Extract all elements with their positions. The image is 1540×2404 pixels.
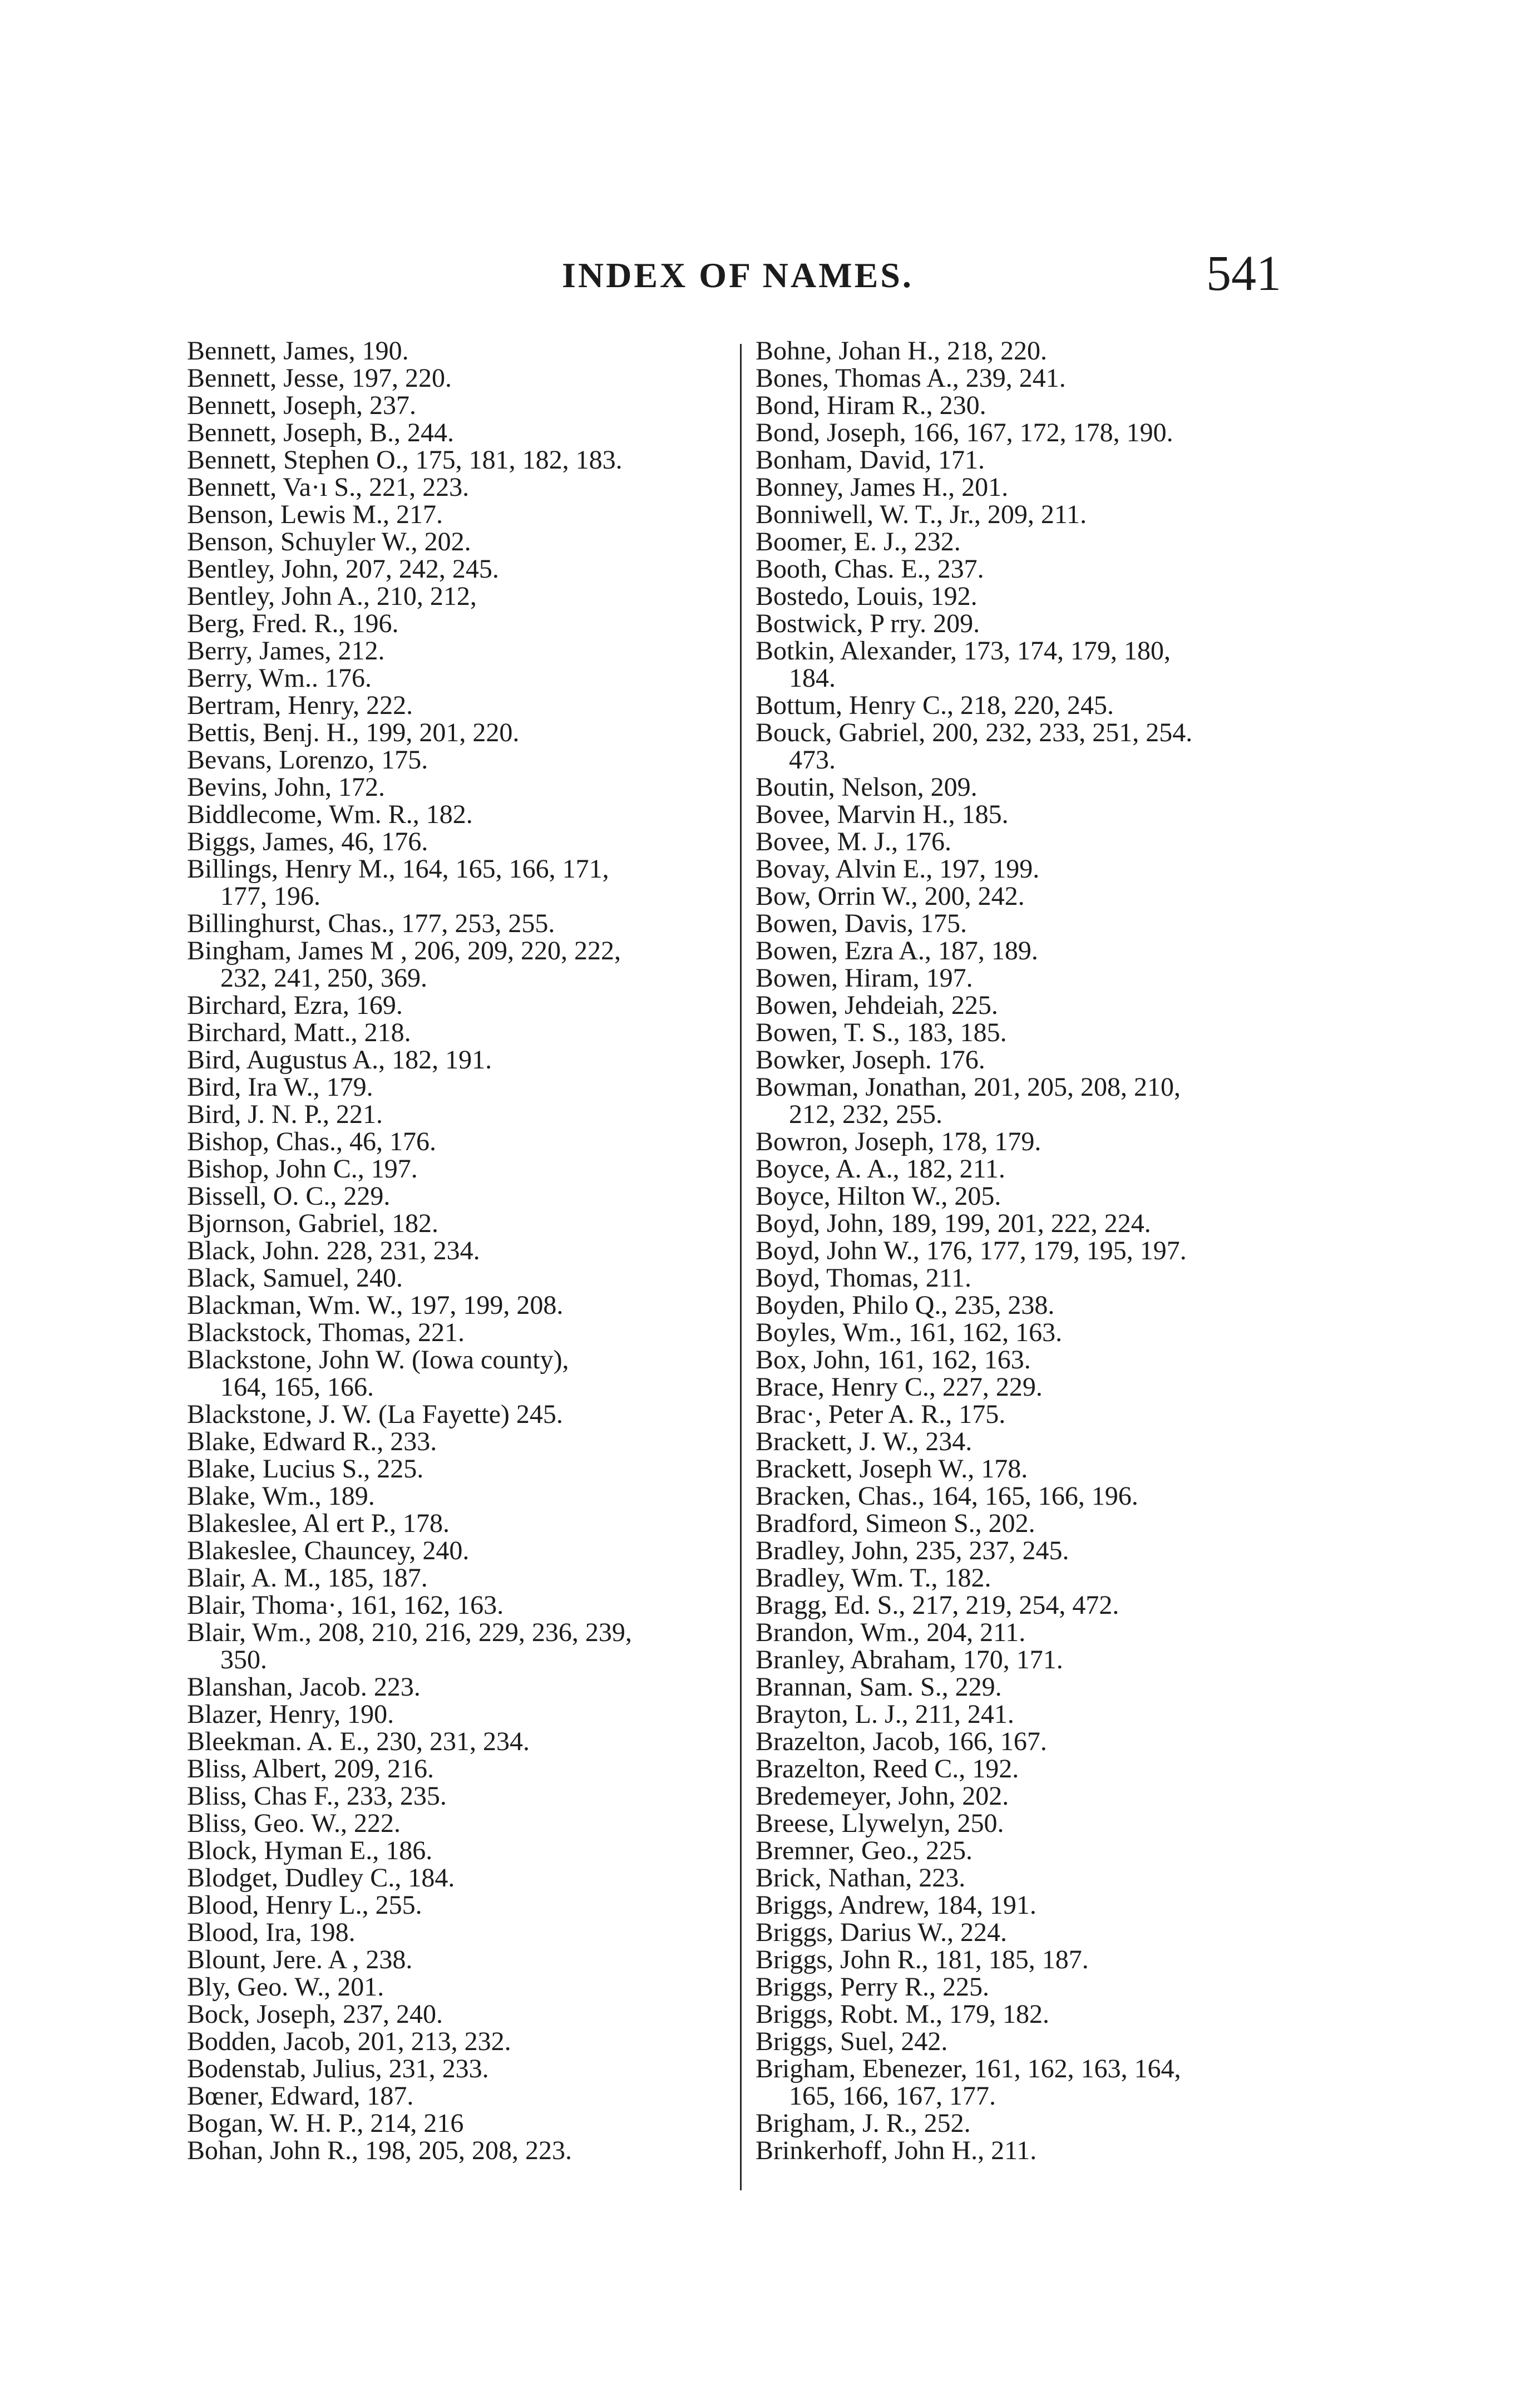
index-entry-text: Briggs, Suel, 242.	[756, 2027, 948, 2056]
index-entry	[756, 1292, 1317, 1319]
index-entry	[756, 1428, 1317, 1455]
index-entry	[187, 446, 727, 474]
index-entry-text: Bowen, T. S., 183, 185.	[756, 1018, 1007, 1047]
index-entry	[187, 474, 727, 501]
index-entry-text: Brandon, Wm., 204, 211.	[756, 1618, 1026, 1647]
index-entry-text: Bowen, Ezra A., 187, 189.	[756, 936, 1038, 965]
index-entry-text: Blackstock, Thomas, 221.	[187, 1318, 465, 1347]
index-entry-text: Bennett, Jesse, 197, 220.	[187, 363, 452, 393]
index-entry	[756, 1210, 1317, 1237]
index-entry	[187, 1946, 727, 1973]
index-entry-text: Bird, Ira W., 179.	[187, 1072, 373, 1102]
index-entry-text: Boyd, Thomas, 211.	[756, 1263, 972, 1293]
index-column-left	[187, 337, 727, 2164]
index-entry	[756, 1073, 1317, 1128]
index-entry-text: Bostwick, P rry. 209.	[756, 609, 980, 638]
index-entry	[187, 1073, 727, 1101]
index-entry-text: Bodden, Jacob, 201, 213, 232.	[187, 2027, 511, 2056]
index-entry	[756, 1537, 1317, 1564]
index-entry-continuation: 177, 196.	[220, 881, 320, 911]
index-entry-text: Bjornson, Gabriel, 182.	[187, 1209, 438, 1238]
index-entry	[756, 855, 1317, 883]
index-entry	[187, 1237, 727, 1264]
index-entry-text: Brigham, Ebenezer, 161, 162, 163, 164,	[756, 2054, 1181, 2083]
index-entry-text: Bennett, Joseph, 237.	[187, 391, 416, 420]
index-entry	[187, 637, 727, 664]
page-number: 541	[1206, 246, 1281, 301]
index-entry-text: Brannan, Sam. S., 229.	[756, 1672, 1002, 1702]
index-entry-text: Black, Samuel, 240.	[187, 1263, 403, 1293]
index-entry	[187, 1510, 727, 1537]
index-entry-text: Berg, Fred. R., 196.	[187, 609, 399, 638]
index-entry	[187, 1210, 727, 1237]
index-entry-text: Block, Hyman E., 186.	[187, 1836, 433, 1865]
index-entry	[187, 1128, 727, 1155]
index-column-right	[756, 337, 1317, 2164]
column-divider	[740, 344, 742, 2190]
index-entry	[756, 2001, 1317, 2028]
index-entry	[187, 1891, 727, 1919]
index-entry-text: Blood, Ira, 198.	[187, 1918, 356, 1947]
index-entry-continuation: 212, 232, 255.	[789, 1100, 942, 1129]
index-entry-text: Branley, Abraham, 170, 171.	[756, 1645, 1063, 1674]
index-entry	[756, 337, 1317, 364]
index-entry-text: Bliss, Chas F., 233, 235.	[187, 1781, 447, 1811]
index-entry-text: Bly, Geo. W., 201.	[187, 1972, 384, 2002]
index-entry	[756, 1782, 1317, 1810]
index-entry	[756, 1046, 1317, 1073]
index-entry-text: Blakeslee, Al ert P., 178.	[187, 1509, 450, 1538]
index-entry-text: Bostedo, Louis, 192.	[756, 582, 978, 611]
index-entry	[187, 364, 727, 392]
index-entry	[187, 2055, 727, 2082]
index-entry-text: Benson, Schuyler W., 202.	[187, 527, 471, 556]
index-entry-text: Booth, Chas. E., 237.	[756, 554, 984, 584]
index-entry	[756, 583, 1317, 610]
index-entry-text: Bishop, Chas., 46, 176.	[187, 1127, 437, 1156]
index-entry	[756, 1810, 1317, 1837]
index-entry-text: Bentley, John, 207, 242, 245.	[187, 554, 499, 584]
index-entry	[756, 992, 1317, 1019]
index-entry	[187, 1973, 727, 2001]
index-entry-text: Bradley, Wm. T., 182.	[756, 1563, 991, 1593]
index-entry	[756, 1264, 1317, 1292]
index-entry-text: Bowron, Joseph, 178, 179.	[756, 1127, 1042, 1156]
index-entry	[756, 1673, 1317, 1701]
index-entry-text: Bradford, Simeon S., 202.	[756, 1509, 1035, 1538]
index-entry-text: Briggs, Andrew, 184, 191.	[756, 1890, 1036, 1920]
index-entry-continuation: 164, 165, 166.	[220, 1372, 374, 1402]
index-entry-text: Boyce, Hilton W., 205.	[756, 1181, 1001, 1211]
index-entry	[187, 1782, 727, 1810]
index-entry	[756, 1401, 1317, 1428]
index-entry	[187, 1428, 727, 1455]
index-entry	[187, 1319, 727, 1346]
index-entry	[187, 692, 727, 719]
index-entry	[187, 2001, 727, 2028]
index-entry	[756, 1728, 1317, 1755]
index-entry	[756, 1455, 1317, 1482]
index-entry	[187, 855, 727, 910]
index-entry-text: Bevans, Lorenzo, 175.	[187, 745, 428, 775]
index-entry	[756, 964, 1317, 992]
index-entry	[187, 1837, 727, 1864]
index-entry	[756, 1155, 1317, 1183]
index-entry-text: Birchard, Matt., 218.	[187, 1018, 411, 1047]
index-entry	[187, 528, 727, 555]
index-entry-text: Bond, Hiram R., 230.	[756, 391, 986, 420]
index-entry	[187, 392, 727, 419]
index-entry-text: Blakeslee, Chauncey, 240.	[187, 1536, 470, 1565]
index-entry-text: Bleekman. A. E., 230, 231, 234.	[187, 1727, 530, 1756]
index-entry-text: Blanshan, Jacob. 223.	[187, 1672, 421, 1702]
index-entry	[756, 2028, 1317, 2055]
index-entry-text: Boyles, Wm., 161, 162, 163.	[756, 1318, 1063, 1347]
index-entry	[756, 1891, 1317, 1919]
index-entry-text: Briggs, John R., 181, 185, 187.	[756, 1945, 1089, 1974]
index-entry	[756, 1646, 1317, 1673]
index-entry-text: Bohan, John R., 198, 205, 208, 223.	[187, 2136, 572, 2165]
page-title: INDEX OF NAMES.	[562, 255, 914, 295]
index-entry-text: Bœner, Edward, 187.	[187, 2081, 414, 2111]
index-entry-text: Brinkerhoff, John H., 211.	[756, 2136, 1037, 2165]
index-entry-text: Brayton, L. J., 211, 241.	[756, 1699, 1014, 1729]
index-entry	[756, 610, 1317, 637]
index-entry-continuation: 232, 241, 250, 369.	[220, 963, 427, 993]
index-entry	[756, 1701, 1317, 1728]
index-entry	[756, 937, 1317, 964]
index-entry-text: Bishop, John C., 197.	[187, 1154, 418, 1184]
index-entry-text: Berry, Wm.. 176.	[187, 663, 372, 693]
index-entry	[756, 419, 1317, 446]
index-entry	[756, 774, 1317, 801]
index-entry	[187, 1755, 727, 1782]
index-entry-text: Bliss, Albert, 209, 216.	[187, 1754, 435, 1784]
index-entry	[187, 2137, 727, 2164]
index-entry-text: Breese, Llywelyn, 250.	[756, 1809, 1004, 1838]
index-entry	[756, 1919, 1317, 1946]
index-entry	[756, 1510, 1317, 1537]
index-entry-text: Brigham, J. R., 252.	[756, 2109, 971, 2138]
index-entry	[187, 1673, 727, 1701]
index-entry	[187, 910, 727, 937]
index-entry	[756, 364, 1317, 392]
index-entry	[187, 746, 727, 774]
index-entry-text: Briggs, Perry R., 225.	[756, 1972, 989, 2002]
index-entry	[756, 1019, 1317, 1046]
index-entry-text: Bird, Augustus A., 182, 191.	[187, 1045, 492, 1075]
index-entry-text: Bevins, John, 172.	[187, 772, 386, 802]
index-entry	[756, 2137, 1317, 2164]
index-entry	[187, 1264, 727, 1292]
index-entry	[187, 610, 727, 637]
index-entry-text: Bonniwell, W. T., Jr., 209, 211.	[756, 500, 1087, 529]
index-entry-text: Boutin, Nelson, 209.	[756, 772, 978, 802]
index-entry	[187, 555, 727, 583]
index-entry-text: Brazelton, Jacob, 166, 167.	[756, 1727, 1047, 1756]
index-entry	[187, 1155, 727, 1183]
index-entry-text: Blood, Henry L., 255.	[187, 1890, 422, 1920]
index-entry-text: Briggs, Robt. M., 179, 182.	[756, 1999, 1050, 2029]
index-entry-continuation: 473.	[789, 745, 836, 775]
index-entry-text: Box, John, 161, 162, 163.	[756, 1345, 1031, 1375]
index-entry	[756, 1128, 1317, 1155]
index-entry-text: Botkin, Alexander, 173, 174, 179, 180,	[756, 636, 1171, 666]
index-entry-text: Briggs, Darius W., 224.	[756, 1918, 1008, 1947]
index-entry	[756, 1183, 1317, 1210]
index-entry	[187, 1619, 727, 1673]
index-entry-text: Bowker, Joseph. 176.	[756, 1045, 985, 1075]
index-entry	[187, 419, 727, 446]
index-entry	[756, 1837, 1317, 1864]
index-entry	[187, 1919, 727, 1946]
index-entry-text: Bowen, Davis, 175.	[756, 909, 967, 938]
index-entry-text: Blackman, Wm. W., 197, 199, 208.	[187, 1290, 564, 1320]
index-entry	[756, 1319, 1317, 1346]
index-entry-text: Bremner, Geo., 225.	[756, 1836, 973, 1865]
index-entry-continuation: 350.	[220, 1645, 267, 1674]
index-entry	[187, 1564, 727, 1592]
index-entry-text: Blair, Thoma·, 161, 162, 163.	[187, 1590, 504, 1620]
index-entry-text: Blount, Jere. A , 238.	[187, 1945, 413, 1974]
index-entry	[187, 664, 727, 692]
index-entry	[187, 719, 727, 746]
index-entry	[756, 883, 1317, 910]
index-entry	[187, 1728, 727, 1755]
index-entry-text: Blair, A. M., 185, 187.	[187, 1563, 428, 1593]
index-entry-text: Blackstone, J. W. (La Fayette) 245.	[187, 1400, 563, 1429]
index-entry-text: Biggs, James, 46, 176.	[187, 827, 428, 856]
index-entry	[756, 446, 1317, 474]
index-entry-text: Billinghurst, Chas., 177, 253, 255.	[187, 909, 555, 938]
index-entry-text: Brac·, Peter A. R., 175.	[756, 1400, 1006, 1429]
index-entry-text: Bertram, Henry, 222.	[187, 691, 413, 720]
index-entry	[756, 528, 1317, 555]
index-entry	[187, 583, 727, 610]
index-entry	[187, 1455, 727, 1482]
index-entry-text: Boyden, Philo Q., 235, 238.	[756, 1290, 1055, 1320]
index-entry-text: Blake, Wm., 189.	[187, 1481, 375, 1511]
index-entry-text: Bragg, Ed. S., 217, 219, 254, 472.	[756, 1590, 1119, 1620]
index-entry	[756, 501, 1317, 528]
index-entry-text: Boyd, John, 189, 199, 201, 222, 224.	[756, 1209, 1151, 1238]
index-entry	[756, 1864, 1317, 1891]
index-entry-text: Birchard, Ezra, 169.	[187, 991, 403, 1020]
index-entry	[756, 1946, 1317, 1973]
index-entry-text: Bodenstab, Julius, 231, 233.	[187, 2054, 489, 2083]
index-entry-text: Bennett, Stephen O., 175, 181, 182, 183.	[187, 445, 623, 475]
index-entry	[187, 2028, 727, 2055]
index-entry-text: Bouck, Gabriel, 200, 232, 233, 251, 254.	[756, 718, 1193, 747]
index-entry	[756, 801, 1317, 828]
index-entry	[756, 1755, 1317, 1782]
index-entry-text: Brackett, Joseph W., 178.	[756, 1454, 1028, 1484]
index-entry-text: Benson, Lewis M., 217.	[187, 500, 443, 529]
index-entry	[187, 337, 727, 364]
index-entry	[187, 1482, 727, 1510]
index-entry	[756, 2110, 1317, 2137]
index-entry-text: Brackett, J. W., 234.	[756, 1427, 973, 1456]
index-entry-text: Berry, James, 212.	[187, 636, 385, 666]
index-entry-text: Boyce, A. A., 182, 211.	[756, 1154, 1005, 1184]
index-entry-text: Boyd, John W., 176, 177, 179, 195, 197.	[756, 1236, 1187, 1265]
index-entry-text: Brace, Henry C., 227, 229.	[756, 1372, 1043, 1402]
index-entry	[756, 1346, 1317, 1373]
index-entry	[756, 719, 1317, 774]
index-entry-text: Blazer, Henry, 190.	[187, 1699, 394, 1729]
index-entry-text: Bow, Orrin W., 200, 242.	[756, 881, 1025, 911]
index-entry-text: Bettis, Benj. H., 199, 201, 220.	[187, 718, 520, 747]
index-entry-text: Bonney, James H., 201.	[756, 472, 1009, 502]
index-entry	[756, 2055, 1317, 2110]
index-entry	[187, 992, 727, 1019]
index-entry-text: Bliss, Geo. W., 222.	[187, 1809, 401, 1838]
index-entry	[187, 1810, 727, 1837]
index-entry-text: Bowman, Jonathan, 201, 205, 208, 210,	[756, 1072, 1181, 1102]
index-entry	[187, 1864, 727, 1891]
index-entry	[756, 637, 1317, 692]
index-entry	[187, 1537, 727, 1564]
index-entry-text: Bird, J. N. P., 221.	[187, 1100, 383, 1129]
index-entry	[187, 828, 727, 855]
index-entry-text: Bentley, John A., 210, 212,	[187, 582, 477, 611]
index-entry-text: Bennett, Va·ı S., 221, 223.	[187, 472, 470, 502]
index-entry-continuation: 184.	[789, 663, 836, 693]
index-entry-text: Blake, Lucius S., 225.	[187, 1454, 424, 1484]
index-entry	[756, 1619, 1317, 1646]
index-entry-text: Bennett, Joseph, B., 244.	[187, 418, 454, 447]
index-entry-continuation: 165, 166, 167, 177.	[789, 2081, 996, 2111]
index-entry-text: Bennett, James, 190.	[187, 336, 409, 366]
index-entry-text: Bovee, M. J., 176.	[756, 827, 951, 856]
index-entry	[187, 937, 727, 992]
index-entry	[756, 828, 1317, 855]
index-entry-text: Bredemeyer, John, 202.	[756, 1781, 1009, 1811]
index-entry	[756, 1373, 1317, 1401]
index-entry-text: Blake, Edward R., 233.	[187, 1427, 437, 1456]
index-entry-text: Blackstone, John W. (Iowa county),	[187, 1345, 569, 1375]
index-entry	[756, 1482, 1317, 1510]
index-entry	[756, 1564, 1317, 1592]
index-entry	[187, 1292, 727, 1319]
index-entry-text: Biddlecome, Wm. R., 182.	[187, 800, 473, 829]
index-entry-text: Blair, Wm., 208, 210, 216, 229, 236, 239,	[187, 1618, 632, 1647]
index-entry-text: Bovay, Alvin E., 197, 199.	[756, 854, 1040, 884]
index-entry-text: Bones, Thomas A., 239, 241.	[756, 363, 1066, 393]
index-entry-text: Bock, Joseph, 237, 240.	[187, 1999, 443, 2029]
index-entry	[756, 1592, 1317, 1619]
index-entry	[187, 1592, 727, 1619]
index-entry-text: Bogan, W. H. P., 214, 216	[187, 2109, 464, 2138]
index-entry-text: Bottum, Henry C., 218, 220, 245.	[756, 691, 1114, 720]
index-entry-text: Bohne, Johan H., 218, 220.	[756, 336, 1047, 366]
index-entry-text: Bowen, Jehdeiah, 225.	[756, 991, 998, 1020]
index-entry	[756, 555, 1317, 583]
index-entry	[187, 1046, 727, 1073]
index-entry-text: Blodget, Dudley C., 184.	[187, 1863, 455, 1893]
index-entry-text: Bissell, O. C., 229.	[187, 1181, 391, 1211]
index-entry	[187, 774, 727, 801]
index-entry-text: Bond, Joseph, 166, 167, 172, 178, 190.	[756, 418, 1173, 447]
index-entry-text: Brazelton, Reed C., 192.	[756, 1754, 1019, 1784]
index-entry-text: Bovee, Marvin H., 185.	[756, 800, 1009, 829]
index-entry	[187, 1401, 727, 1428]
index-entry-text: Bonham, David, 171.	[756, 445, 985, 475]
index-entry-text: Bowen, Hiram, 197.	[756, 963, 973, 993]
index-entry	[187, 1346, 727, 1401]
index-entry-text: Boomer, E. J., 232.	[756, 527, 961, 556]
index-entry	[187, 1183, 727, 1210]
index-entry-text: Black, John. 228, 231, 234.	[187, 1236, 480, 1265]
index-entry	[187, 1019, 727, 1046]
index-entry	[756, 392, 1317, 419]
index-entry-text: Bradley, John, 235, 237, 245.	[756, 1536, 1069, 1565]
index-entry	[187, 2110, 727, 2137]
index-entry	[187, 1101, 727, 1128]
index-entry	[187, 801, 727, 828]
index-entry	[756, 474, 1317, 501]
index-entry-text: Billings, Henry M., 164, 165, 166, 171,	[187, 854, 609, 884]
index-entry	[756, 910, 1317, 937]
index-entry	[756, 692, 1317, 719]
index-entry-text: Bracken, Chas., 164, 165, 166, 196.	[756, 1481, 1138, 1511]
index-entry	[187, 1701, 727, 1728]
index-entry	[756, 1237, 1317, 1264]
index-entry	[756, 1973, 1317, 2001]
index-entry	[187, 2082, 727, 2110]
index-entry-text: Brick, Nathan, 223.	[756, 1863, 966, 1893]
index-entry	[187, 501, 727, 528]
index-entry-text: Bingham, James M , 206, 209, 220, 222,	[187, 936, 621, 965]
